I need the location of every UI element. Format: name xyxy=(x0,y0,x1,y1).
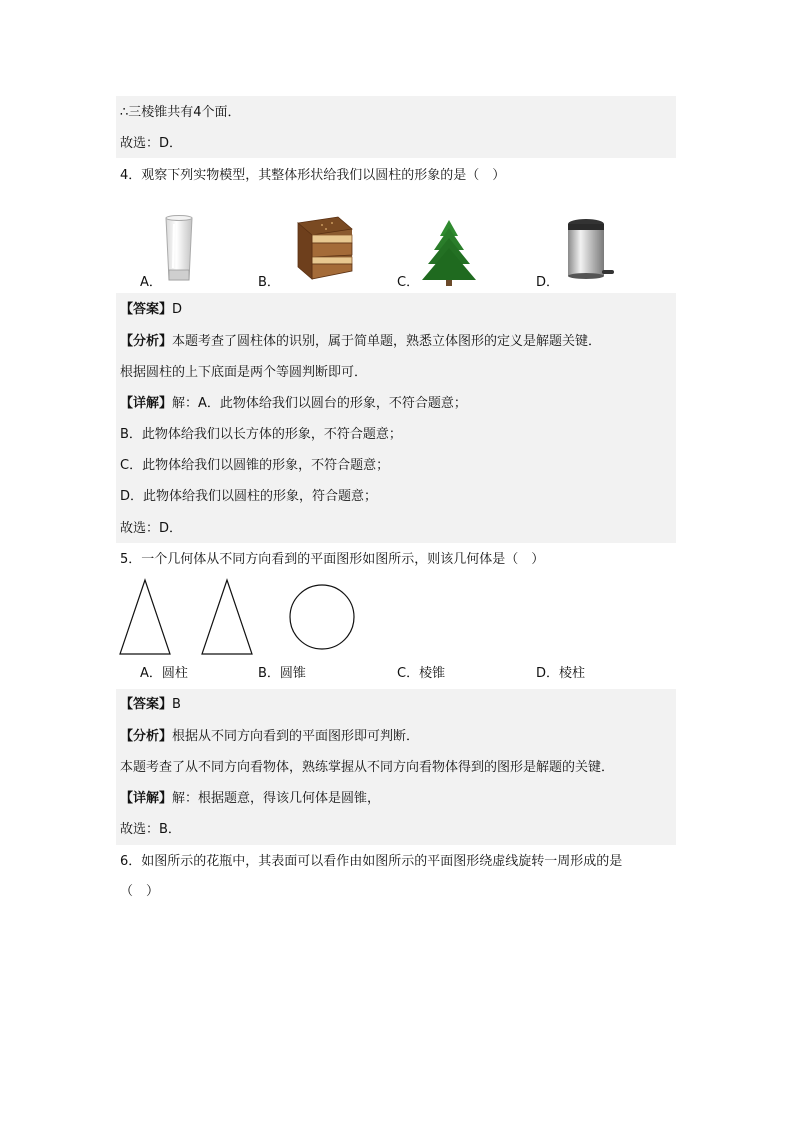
q4-analysis-2: 根据圆柱的上下底面是两个等圆判断即可． xyxy=(120,365,368,380)
q5-analysis-1: 【分析】根据从不同方向看到的平面图形即可判断． xyxy=(120,729,420,744)
q5-answer: 【答案】B xyxy=(120,697,181,712)
q4-option-a: A． xyxy=(140,275,162,290)
q4-detail-2: B．此物体给我们以长方体的形象，不符合题意； xyxy=(120,427,402,442)
q6-stem-line-2: （ ） xyxy=(120,884,160,899)
top-view-circle xyxy=(290,585,354,649)
q4-option-c: C． xyxy=(397,275,420,290)
q4-analysis-1: 【分析】本题考查了圆柱体的识别，属于简单题，熟悉立体图形的定义是解题关键． xyxy=(120,334,602,349)
q4-stem: 4．观察下列实物模型，其整体形状给我们以圆柱的形象的是（ ） xyxy=(120,168,506,183)
q5-stem: 5．一个几何体从不同方向看到的平面图形如图所示，则该几何体是（ ） xyxy=(120,552,545,567)
q5-detail-1: 【详解】解：根据题意，得该几何体是圆锥， xyxy=(120,791,381,806)
q4-choice: 故选：D． xyxy=(120,521,183,536)
glass-image xyxy=(160,214,198,286)
q4-option-b: B． xyxy=(258,275,280,290)
books-image xyxy=(292,213,358,283)
q3-choice: 故选：D． xyxy=(120,136,183,151)
q4-detail-4: D．此物体给我们以圆柱的形象，符合题意； xyxy=(120,489,378,504)
q4-option-d: D． xyxy=(536,275,560,290)
q4-answer: 【答案】D xyxy=(120,302,183,317)
q5-choice: 故选：B． xyxy=(120,822,181,837)
q5-views-figure xyxy=(118,576,358,658)
side-view-triangle xyxy=(202,580,252,654)
q3-conclusion: ∴三棱锥共有4个面． xyxy=(120,105,241,120)
q4-detail-3: C．此物体给我们以圆锥的形象，不符合题意； xyxy=(120,458,390,473)
q4-detail-1: 【详解】解：A．此物体给我们以圆台的形象，不符合题意； xyxy=(120,396,467,411)
q5-option-a: A．圆柱 xyxy=(140,666,188,681)
trash-can-image xyxy=(560,216,620,282)
q6-stem-line-1: 6．如图所示的花瓶中，其表面可以看作由如图所示的平面图形绕虚线旋转一周形成的是 xyxy=(120,854,623,869)
q5-option-c: C．棱锥 xyxy=(397,666,446,681)
tree-image xyxy=(418,218,480,288)
front-view-triangle xyxy=(120,580,170,654)
q5-option-d: D．棱柱 xyxy=(536,666,586,681)
q5-option-b: B．圆锥 xyxy=(258,666,306,681)
q5-analysis-2: 本题考查了从不同方向看物体，熟练掌握从不同方向看物体得到的图形是解题的关键． xyxy=(120,760,615,775)
